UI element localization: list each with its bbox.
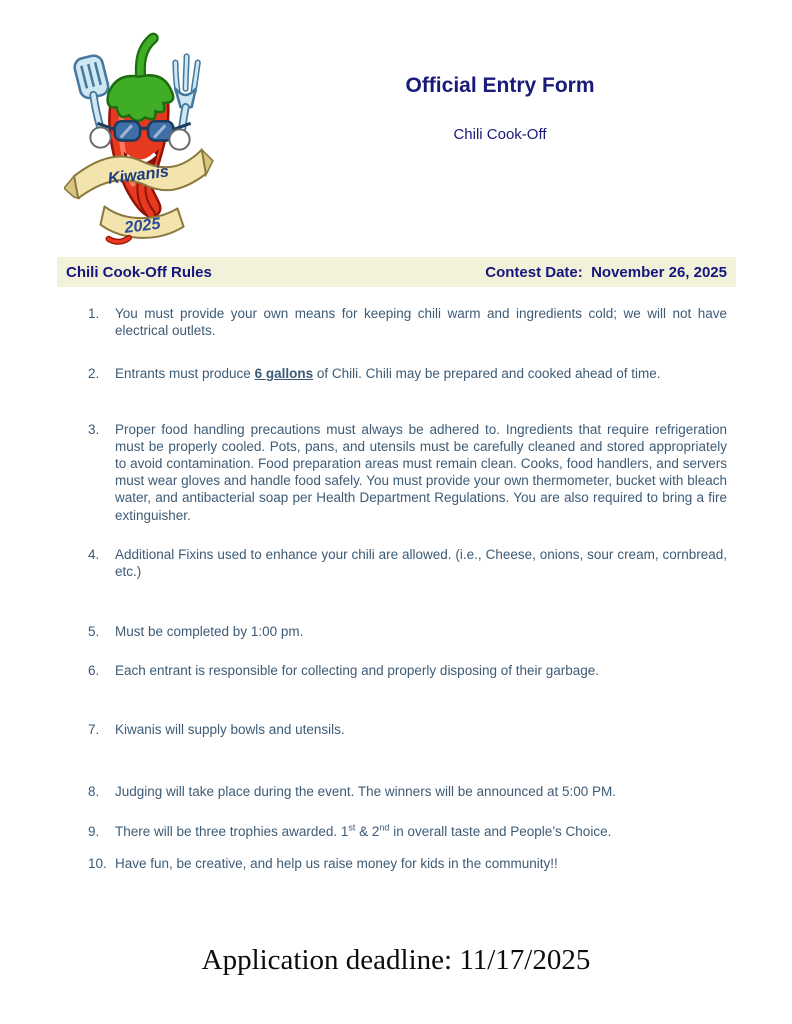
rule-item-9 bbox=[88, 823, 727, 840]
fork-icon bbox=[175, 56, 197, 133]
logo-banner-text-kiwanis: Kiwanis bbox=[106, 162, 170, 188]
rules-header-bar bbox=[57, 257, 736, 287]
rule-text bbox=[115, 855, 727, 872]
rule-text-span: Proper food handling precautions must always be adhered to. Ingredients that require refrigeration must be properly cooled. Pots, pans, and utensils must be carefully cleaned and stored appropriately to avoid contamination. Food preparation areas must remain clean. Cooks, food handlers, and servers must wear gloves and handle food safely. You must provide your own thermometer, bucket with bleach water, and antibacterial soap per Health Department Regulations. You are also required to bring a fire extinguisher. bbox=[115, 421, 727, 523]
rule-number: 7. bbox=[88, 721, 100, 737]
rule-text-span: in overall taste and People’s Choice. bbox=[389, 824, 612, 840]
rule-text bbox=[115, 823, 727, 840]
application-deadline: Application deadline: 11/17/2025 bbox=[201, 944, 591, 976]
gallons-emphasis: 6 gallons bbox=[254, 366, 314, 382]
kiwanis-chili-logo-svg bbox=[64, 28, 216, 246]
logo-banner-text-year: 2025 bbox=[123, 214, 162, 237]
kiwanis-chili-logo bbox=[64, 28, 216, 246]
rule-number: 10. bbox=[88, 856, 107, 872]
ordinal-superscript: st bbox=[348, 822, 356, 833]
rule-text-span: Each entrant is responsible for collecting and properly disposing of their garbage. bbox=[115, 663, 600, 679]
contest-date-label: Contest Date: November 26, 2025 bbox=[485, 263, 727, 281]
rule-number: 5. bbox=[88, 624, 100, 640]
rule-text bbox=[115, 721, 727, 738]
rule-text-span: Additional Fixins used to enhance your chili are allowed. (i.e., Cheese, onions, sour cream, cornbread, etc.) bbox=[115, 546, 727, 580]
rule-item-3 bbox=[88, 421, 727, 524]
rule-text bbox=[115, 783, 727, 800]
rule-text-span: Entrants must produce bbox=[115, 366, 255, 382]
ordinal-superscript: nd bbox=[379, 822, 390, 833]
rule-number: 2. bbox=[88, 366, 100, 382]
rule-text bbox=[115, 305, 727, 339]
rule-text-span: Kiwanis will supply bowls and utensils. bbox=[115, 721, 345, 737]
rule-text-span: & 2 bbox=[355, 824, 380, 840]
rule-number: 9. bbox=[88, 824, 100, 840]
rule-item-7 bbox=[88, 721, 727, 738]
rule-number: 4. bbox=[88, 546, 100, 562]
rule-text-span: You must provide your own means for keeping chili warm and ingredients cold; we will not have electrical outlets. bbox=[115, 306, 727, 339]
left-glove bbox=[90, 127, 110, 147]
rule-item-1 bbox=[88, 305, 727, 339]
rule-number: 8. bbox=[88, 783, 100, 799]
rules-list bbox=[88, 305, 727, 872]
rule-text-span: Have fun, be creative, and help us raise money for kids in the community!! bbox=[115, 856, 558, 872]
rule-item-4 bbox=[88, 546, 727, 580]
rule-number: 1. bbox=[88, 306, 100, 321]
page-title: Official Entry Form bbox=[405, 74, 595, 97]
rule-item-6 bbox=[88, 662, 727, 679]
rule-item-5 bbox=[88, 623, 727, 640]
rule-text bbox=[115, 623, 727, 640]
rule-item-10 bbox=[88, 855, 727, 872]
rule-text-span: Must be completed by 1:00 pm. bbox=[115, 624, 304, 640]
rule-text bbox=[115, 546, 727, 580]
rule-text-span: There will be three trophies awarded. 1 bbox=[115, 824, 349, 840]
rule-text-span: Judging will take place during the event. The winners will be announced at 5:00 PM. bbox=[115, 783, 617, 799]
rule-text bbox=[115, 421, 727, 524]
rule-item-2 bbox=[88, 365, 727, 382]
rule-text bbox=[115, 662, 727, 679]
page-subtitle: Chili Cook-Off bbox=[453, 126, 547, 143]
rules-bar-title: Chili Cook-Off Rules bbox=[66, 263, 212, 281]
right-glove bbox=[169, 129, 189, 149]
rule-item-8 bbox=[88, 783, 727, 800]
rule-text-span: of Chili. Chili may be prepared and cooked ahead of time. bbox=[313, 366, 661, 382]
rule-number: 6. bbox=[88, 663, 100, 679]
rule-number: 3. bbox=[88, 421, 100, 437]
rule-text bbox=[115, 365, 727, 382]
